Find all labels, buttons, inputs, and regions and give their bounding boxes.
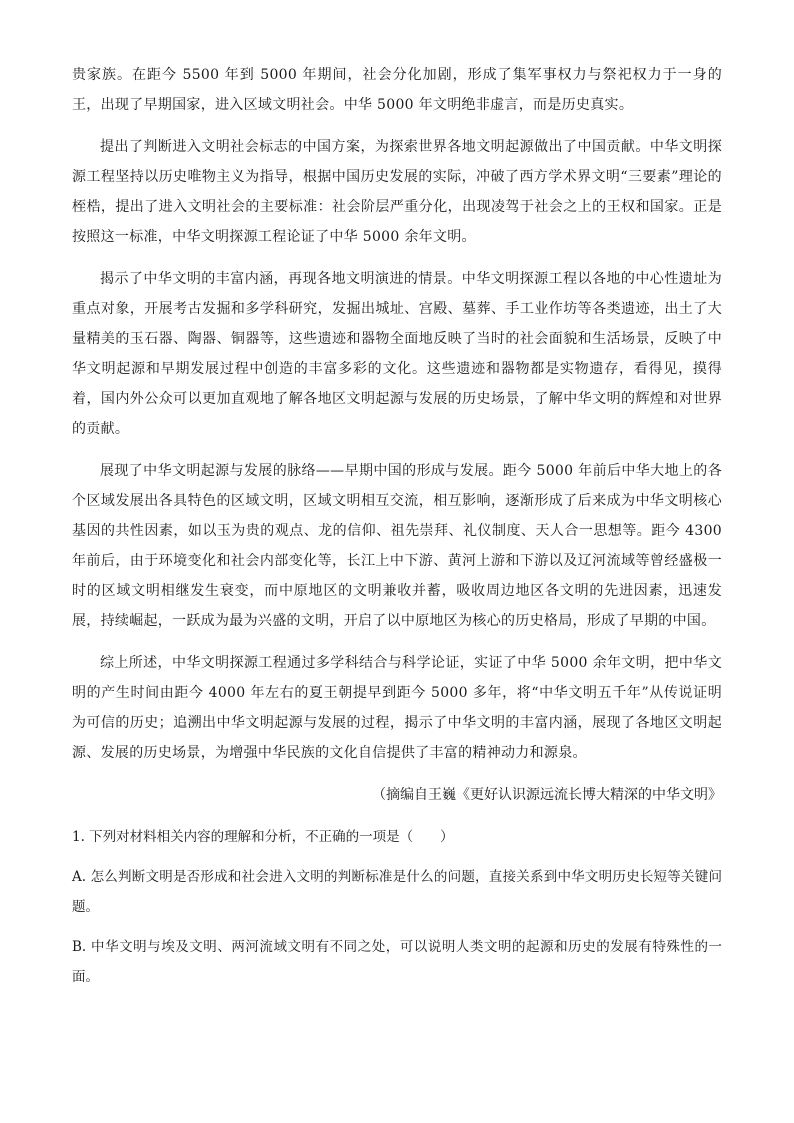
paragraph-chinese-proposal: 提出了判断进入文明社会标志的中国方案，为探索世界各地文明起源做出了中国贡献。中华文明探源工程坚持以历史唯物主义为指导，根据中国历史发展的实际，冲破了西方学术界文明“三要素”理论的桎梏，提出了进入文明社会的主要标准：社会阶层严重分化，出现凌驾于社会之上的王权和国家。正是按照这一标准，中华文明探源工程论证了中华 5000 余年文明。	[72, 139, 722, 245]
paragraph-summary: 综上所述，中华文明探源工程通过多学科结合与科学论证，实证了中华 5000 余年文明，把中华文明的产生时间由距今 4000 年左右的夏王朝提早到距今 5000 多年，将“中华文明五千年”从传说证明为可信的历史；追溯出中华文明起源与发展的过程，揭示了中华文明的丰富内涵，展现了各地区文明起源、发展的历史场景，为增强中华民族的文化自信提供了丰富的精神动力和源泉。	[72, 655, 722, 761]
option-a: A. 怎么判断文明是否形成和社会进入文明的判断标准是什么的问题，直接关系到中华文明历史长短等关键问题。	[72, 869, 722, 915]
question-1: 1. 下列对材料相关内容的理解和分析，不正确的一项是（ ）	[72, 829, 454, 845]
source-citation: （摘编自王巍《更好认识源远流长博大精深的中华文明》	[372, 787, 722, 803]
paragraph-continuation: 贵家族。在距今 5500 年到 5000 年期间，社会分化加剧，形成了集军事权力与祭祀权力于一身的王，出现了早期国家，进入区域文明社会。中华 5000 年文明绝非虚言，而是历史真实。	[72, 67, 722, 113]
option-b: B. 中华文明与埃及文明、两河流域文明有不同之处，可以说明人类文明的起源和历史的发展有特殊性的一面。	[72, 939, 722, 985]
paragraph-rich-connotation: 揭示了中华文明的丰富内涵，再现各地文明演进的情景。中华文明探源工程以各地的中心性遗址为重点对象，开展考古发掘和多学科研究，发掘出城址、宫殿、墓葬、手工业作坊等各类遗迹，出土了大量精美的玉石器、陶器、铜器等，这些遗迹和器物全面地反映了当时的社会面貌和生活场景，反映了中华文明起源和早期发展过程中创造的丰富多彩的文化。这些遗迹和器物都是实物遗存，看得见，摸得着，国内外公众可以更加直观地了解各地区文明起源与发展的历史场景，了解中华文明的辉煌和对世界的贡献。	[72, 271, 722, 437]
paragraph-development-context: 展现了中华文明起源与发展的脉络——早期中国的形成与发展。距今 5000 年前后中华大地上的各个区域发展出各具特色的区域文明，区域文明相互交流，相互影响，逐渐形成了后来成为中华文明核心基因的共性因素，如以玉为贵的观点、龙的信仰、祖先崇拜、礼仪制度、天人合一思想等。距今 4300 年前后，由于环境变化和社会内部变化等，长江上中下游、黄河上游和下游以及辽河流域等曾经盛极一时的区域文明相继发生衰变，而中原地区的文明兼收并蓄，吸收周边地区各文明的先进因素，迅速发展，持续崛起，一跃成为最为兴盛的文明，开启了以中原地区为核心的历史格局，形成了早期的中国。	[72, 463, 722, 629]
